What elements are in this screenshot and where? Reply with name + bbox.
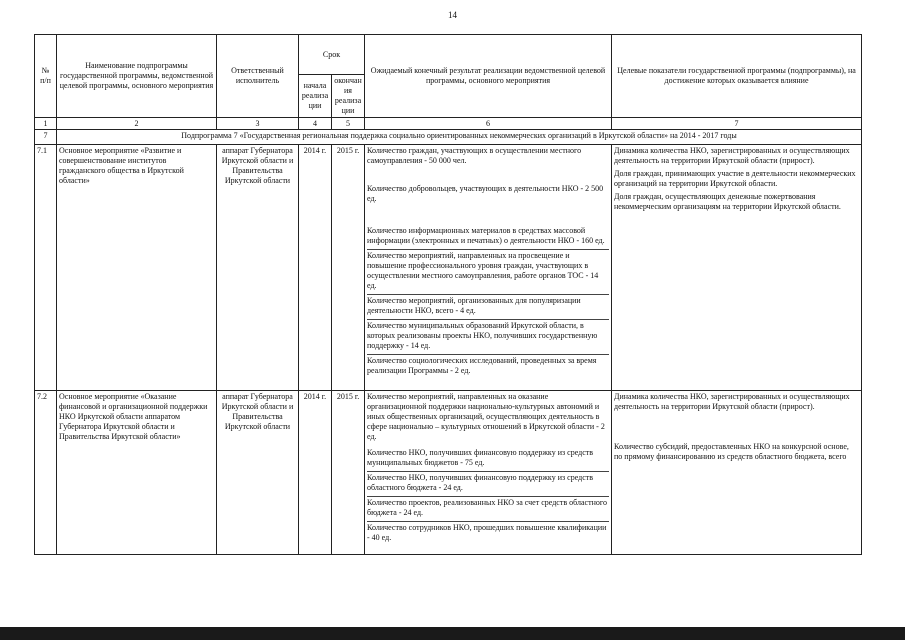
target-item: Доля граждан, принимающих участие в деятельности некоммерческих организаций на территории Иркутской области. (614, 169, 856, 188)
page-number: 14 (448, 10, 457, 20)
header-num: № п/п (35, 35, 57, 118)
target-item: Количество субсидий, предоставленных НКО на конкурсной основе, по прямому финансированию из средств областного бюджета, всего (614, 442, 849, 461)
result-item: Количество мероприятий, направленных на оказание организационной поддержки национально-культурных автономий и иных общественных организаций, осуществляющих деятельность в сфере национально – культурных отношений в Иркутской области - 2 ед. (367, 392, 605, 441)
row-start: 2014 г. (299, 145, 332, 391)
result-item: Количество информационных материалов в средствах массовой информации (электронных и печатных) о деятельности НКО - 160 ед. (367, 226, 605, 245)
column-number: 4 (299, 118, 332, 130)
result-item: Количество граждан, участвующих в осуществлении местного самоуправления - 50 000 чел. (367, 146, 582, 165)
result-item: Количество НКО, получивших финансовую поддержку из средств муниципальных бюджетов - 75 ед. (367, 448, 594, 467)
target-item: Доля граждан, осуществляющих денежные пожертвования некоммерческим организациям на территории Иркутской области. (614, 192, 841, 211)
target-item: Динамика количества НКО, зарегистрированных и осуществляющих деятельность на территории Иркутской области (прирост). (614, 146, 850, 165)
header-result: Ожидаемый конечный результат реализации ведомственной целевой программы, основного мероприятия (365, 35, 612, 118)
header-start: начала реализа ции (299, 75, 332, 118)
result-item: Количество НКО, получивших финансовую поддержку из средств областного бюджета - 24 ед. (367, 471, 609, 493)
column-number: 2 (57, 118, 217, 130)
header-end: окончан ия реализа ции (332, 75, 365, 118)
row-end: 2015 г. (332, 391, 365, 555)
subprogram-title: Подпрограмма 7 «Государственная региональная поддержка социально ориентированных некоммерческих организаций в Иркутской области» на 2014 - 2017 годы (57, 130, 862, 145)
result-item: Количество социологических исследований, проведенных за время реализации Программы - 2 ед. (367, 354, 609, 376)
row-executor: аппарат Губернатора Иркутской области и Правительства Иркутской области (217, 145, 299, 391)
row-targets (612, 391, 862, 555)
row-results (365, 391, 612, 555)
row-results (365, 145, 612, 391)
header-term: Срок (299, 35, 365, 75)
result-item: Количество муниципальных образований Иркутской области, в которых реализованы проекты НКО, получивших государственную поддержку - 14 ед. (367, 319, 609, 351)
header-targets: Целевые показатели государственной программы (подпрограммы), на достижение которых оказывается влияние (612, 35, 862, 118)
table-row (35, 145, 862, 391)
header-executor: Ответственный исполнитель (217, 35, 299, 118)
column-number: 3 (217, 118, 299, 130)
row-name: Основное мероприятие «Оказание финансовой и организационной поддержки НКО Иркутской области аппаратом Губернатора Иркутской области и Правительства Иркутской области» (57, 391, 217, 555)
row-executor: аппарат Губернатора Иркутской области и Правительства Иркутской области (217, 391, 299, 555)
row-num: 7.2 (35, 391, 57, 555)
subprogram-row (35, 130, 862, 145)
table-row (35, 391, 862, 555)
column-number: 1 (35, 118, 57, 130)
header-name: Наименование подпрограммы государственной программы, ведомственной целевой программы, основного мероприятия (57, 35, 217, 118)
row-start: 2014 г. (299, 391, 332, 555)
column-number: 5 (332, 118, 365, 130)
result-item: Количество проектов, реализованных НКО за счет средств областного бюджета - 24 ед. (367, 496, 609, 518)
subprogram-num: 7 (35, 130, 57, 145)
row-end: 2015 г. (332, 145, 365, 391)
result-item: Количество добровольцев, участвующих в деятельности НКО - 2 500 ед. (367, 184, 604, 203)
row-num: 7.1 (35, 145, 57, 391)
row-name: Основное мероприятие «Развитие и совершенствование институтов гражданского общества в Иркутской области» (57, 145, 217, 391)
column-numbers-row (35, 118, 862, 130)
program-table (34, 34, 862, 555)
row-targets (612, 145, 862, 391)
column-number: 6 (365, 118, 612, 130)
target-item: Динамика количества НКО, зарегистрированных и осуществляющих деятельность на территории Иркутской области (прирост). (614, 392, 850, 411)
result-item: Количество мероприятий, направленных на просвещение и повышение профессионального уровня граждан, участвующих в осуществлении местного самоуправления, работе органов ТОС - 14 ед. (367, 249, 609, 291)
scan-bottom-edge (0, 627, 905, 640)
result-item: Количество мероприятий, организованных для популяризации деятельности НКО, всего - 4 ед. (367, 294, 609, 316)
column-number: 7 (612, 118, 862, 130)
result-item: Количество сотрудников НКО, прошедших повышение квалификации - 40 ед. (367, 521, 609, 543)
